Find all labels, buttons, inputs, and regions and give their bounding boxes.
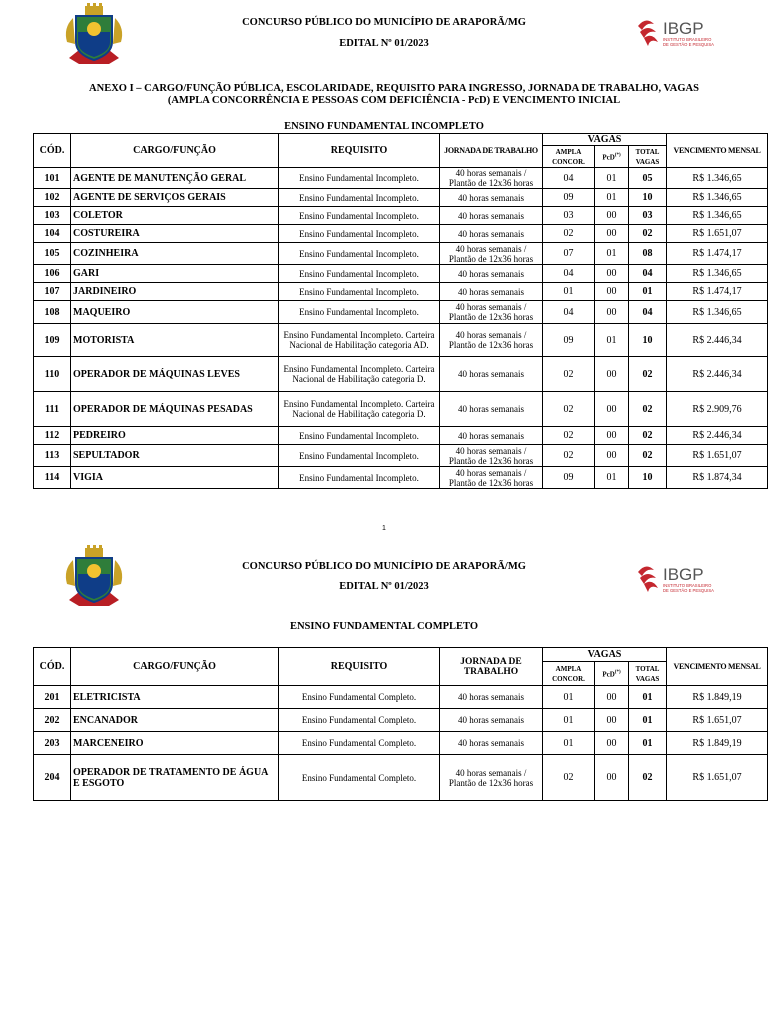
cell-cod: 103: [34, 207, 71, 225]
header-vencimento: VENCIMENTO MENSAL: [667, 648, 768, 686]
cell-pcd: 00: [595, 357, 629, 392]
cell-cod: 113: [34, 445, 71, 467]
svg-text:INSTITUTO BRASILEIRO: INSTITUTO BRASILEIRO: [663, 583, 712, 588]
cell-vencimento: R$ 1.874,34: [667, 467, 768, 489]
cell-cargo: AGENTE DE MANUTENÇÃO GERAL: [71, 168, 279, 189]
cell-jornada: 40 horas semanais / Plantão de 12x36 horas: [440, 445, 543, 467]
cell-requisito: Ensino Fundamental Completo.: [279, 686, 440, 709]
cell-total: 05: [629, 168, 667, 189]
cell-vencimento: R$ 2.446,34: [667, 357, 768, 392]
cell-pcd: 00: [595, 755, 629, 801]
cell-cod: 101: [34, 168, 71, 189]
table-row: [34, 168, 768, 189]
cell-cargo: COZINHEIRA: [71, 243, 279, 265]
cell-ampla: 01: [543, 732, 595, 755]
table-row: [34, 427, 768, 445]
vacancies-table-completo: [33, 647, 768, 801]
cell-requisito: Ensino Fundamental Incompleto.: [279, 283, 440, 301]
cell-cod: 112: [34, 427, 71, 445]
page-number: 1: [382, 525, 386, 532]
cell-requisito: Ensino Fundamental Incompleto.: [279, 427, 440, 445]
document-title: CONCURSO PÚBLICO DO MUNICÍPIO DE ARAPORÃ/MG: [242, 17, 526, 28]
cell-total: 01: [629, 283, 667, 301]
cell-vencimento: R$ 1.346,65: [667, 189, 768, 207]
edital-number: EDITAL Nº 01/2023: [339, 581, 429, 592]
cell-cargo: GARI: [71, 265, 279, 283]
cell-vencimento: R$ 1.849,19: [667, 686, 768, 709]
cell-vencimento: R$ 1.651,07: [667, 445, 768, 467]
cell-requisito: Ensino Fundamental Incompleto.: [279, 467, 440, 489]
cell-jornada: 40 horas semanais: [440, 709, 543, 732]
cell-vencimento: R$ 1.651,07: [667, 225, 768, 243]
cell-requisito: Ensino Fundamental Incompleto. Carteira Nacional de Habilitação categoria AD.: [279, 324, 440, 357]
cell-cargo: MARCENEIRO: [71, 732, 279, 755]
cell-cargo: JARDINEIRO: [71, 283, 279, 301]
cell-total: 10: [629, 189, 667, 207]
svg-text:DE GESTÃO E PESQUISA: DE GESTÃO E PESQUISA: [663, 588, 714, 593]
cell-total: 01: [629, 709, 667, 732]
cell-requisito: Ensino Fundamental Incompleto. Carteira Nacional de Habilitação categoria D.: [279, 392, 440, 427]
cell-requisito: Ensino Fundamental Incompleto.: [279, 225, 440, 243]
cell-requisito: Ensino Fundamental Completo.: [279, 709, 440, 732]
header-jornada: JORNADA DE TRABALHO: [440, 134, 543, 168]
cell-cod: 106: [34, 265, 71, 283]
cell-pcd: 00: [595, 427, 629, 445]
cell-jornada: 40 horas semanais: [440, 686, 543, 709]
header-pcd-note: (*): [614, 669, 621, 675]
cell-pcd: 00: [595, 686, 629, 709]
cell-pcd: 00: [595, 709, 629, 732]
table-row: [34, 225, 768, 243]
cell-cod: 102: [34, 189, 71, 207]
cell-pcd: 01: [595, 189, 629, 207]
cell-vencimento: R$ 1.651,07: [667, 755, 768, 801]
table-row: [34, 265, 768, 283]
table-row: [34, 324, 768, 357]
cell-cod: 110: [34, 357, 71, 392]
header-pcd: [595, 662, 629, 686]
section-title-fundamental-incompleto: ENSINO FUNDAMENTAL INCOMPLETO: [284, 121, 484, 132]
cell-jornada: 40 horas semanais / Plantão de 12x36 horas: [440, 324, 543, 357]
cell-requisito: Ensino Fundamental Incompleto.: [279, 168, 440, 189]
svg-text:IBGP: IBGP: [663, 19, 704, 38]
cell-requisito: Ensino Fundamental Completo.: [279, 755, 440, 801]
table-row: [34, 207, 768, 225]
header-ampla: AMPLA CONCOR.: [543, 146, 595, 168]
table-row: [34, 357, 768, 392]
cell-ampla: 01: [543, 283, 595, 301]
cell-cargo: ENCANADOR: [71, 709, 279, 732]
cell-total: 02: [629, 427, 667, 445]
cell-vencimento: R$ 2.446,34: [667, 324, 768, 357]
table-row: [34, 467, 768, 489]
cell-total: 02: [629, 445, 667, 467]
cell-cargo: MOTORISTA: [71, 324, 279, 357]
header-ampla: AMPLA CONCOR.: [543, 662, 595, 686]
document-page-2: [0, 520, 768, 1024]
cell-cargo: AGENTE DE SERVIÇOS GERAIS: [71, 189, 279, 207]
header-vagas: VAGAS: [543, 134, 667, 146]
header-pcd-label: PcD: [602, 153, 615, 162]
cell-cargo: COSTUREIRA: [71, 225, 279, 243]
cell-ampla: 09: [543, 189, 595, 207]
table-row: [34, 709, 768, 732]
header-total: TOTAL VAGAS: [629, 662, 667, 686]
header-requisito: REQUISITO: [279, 134, 440, 168]
cell-cod: 104: [34, 225, 71, 243]
cell-pcd: 00: [595, 301, 629, 324]
cell-jornada: 40 horas semanais: [440, 207, 543, 225]
cell-total: 10: [629, 324, 667, 357]
cell-cod: 111: [34, 392, 71, 427]
cell-requisito: Ensino Fundamental Incompleto.: [279, 265, 440, 283]
cell-jornada: 40 horas semanais / Plantão de 12x36 horas: [440, 301, 543, 324]
cell-ampla: 01: [543, 686, 595, 709]
header-pcd-note: (*): [614, 152, 621, 158]
cell-pcd: 00: [595, 207, 629, 225]
header-cod: CÓD.: [34, 648, 71, 686]
coat-of-arms-logo: [63, 544, 125, 614]
cell-vencimento: R$ 1.346,65: [667, 168, 768, 189]
annex-heading-line1: ANEXO I – CARGO/FUNÇÃO PÚBLICA, ESCOLARIDADE, REQUISITO PARA INGRESSO, JORNADA DE TRABALHO, VAGAS: [89, 83, 699, 94]
cell-total: 02: [629, 225, 667, 243]
cell-pcd: 00: [595, 732, 629, 755]
cell-total: 02: [629, 357, 667, 392]
cell-pcd: 01: [595, 243, 629, 265]
cell-cargo: MAQUEIRO: [71, 301, 279, 324]
cell-requisito: Ensino Fundamental Incompleto.: [279, 207, 440, 225]
cell-vencimento: R$ 1.474,17: [667, 243, 768, 265]
header-total: TOTAL VAGAS: [629, 146, 667, 168]
table-row: [34, 732, 768, 755]
header-pcd: [595, 146, 629, 168]
cell-ampla: 02: [543, 445, 595, 467]
header-cargo: CARGO/FUNÇÃO: [71, 134, 279, 168]
svg-text:INSTITUTO BRASILEIRO: INSTITUTO BRASILEIRO: [663, 37, 712, 42]
cell-jornada: 40 horas semanais: [440, 392, 543, 427]
edital-number: EDITAL Nº 01/2023: [339, 38, 429, 49]
header-pcd-label: PcD: [602, 670, 615, 679]
cell-cod: 201: [34, 686, 71, 709]
cell-vencimento: R$ 2.446,34: [667, 427, 768, 445]
annex-heading-line2: (AMPLA CONCORRÊNCIA E PESSOAS COM DEFICIÊNCIA - PcD) E VENCIMENTO INICIAL: [167, 95, 621, 106]
cell-total: 03: [629, 207, 667, 225]
cell-ampla: 02: [543, 225, 595, 243]
cell-ampla: 02: [543, 392, 595, 427]
header-cargo: CARGO/FUNÇÃO: [71, 648, 279, 686]
cell-jornada: 40 horas semanais / Plantão de 12x36 horas: [440, 243, 543, 265]
cell-vencimento: R$ 2.909,76: [667, 392, 768, 427]
cell-requisito: Ensino Fundamental Incompleto.: [279, 301, 440, 324]
cell-cod: 109: [34, 324, 71, 357]
cell-requisito: Ensino Fundamental Incompleto.: [279, 445, 440, 467]
cell-ampla: 04: [543, 301, 595, 324]
cell-ampla: 01: [543, 709, 595, 732]
cell-vencimento: R$ 1.346,65: [667, 207, 768, 225]
header-jornada: JORNADA DE TRABALHO: [440, 648, 543, 686]
cell-cod: 203: [34, 732, 71, 755]
cell-pcd: 01: [595, 168, 629, 189]
cell-cod: 105: [34, 243, 71, 265]
cell-vencimento: R$ 1.346,65: [667, 265, 768, 283]
cell-ampla: 09: [543, 324, 595, 357]
cell-total: 04: [629, 265, 667, 283]
cell-total: 02: [629, 755, 667, 801]
cell-total: 04: [629, 301, 667, 324]
cell-cargo: OPERADOR DE MÁQUINAS PESADAS: [71, 392, 279, 427]
cell-requisito: Ensino Fundamental Incompleto.: [279, 189, 440, 207]
cell-vencimento: R$ 1.651,07: [667, 709, 768, 732]
cell-total: 08: [629, 243, 667, 265]
cell-jornada: 40 horas semanais: [440, 357, 543, 392]
cell-total: 01: [629, 686, 667, 709]
cell-cod: 114: [34, 467, 71, 489]
table-row: [34, 243, 768, 265]
ibgp-logo: [636, 560, 716, 600]
header-vagas: VAGAS: [543, 648, 667, 662]
cell-requisito: Ensino Fundamental Incompleto.: [279, 243, 440, 265]
cell-pcd: 00: [595, 283, 629, 301]
coat-of-arms-logo: [63, 2, 125, 72]
cell-cargo: OPERADOR DE TRATAMENTO DE ÁGUA E ESGOTO: [71, 755, 279, 801]
cell-cod: 204: [34, 755, 71, 801]
table-row: [34, 301, 768, 324]
cell-jornada: 40 horas semanais: [440, 265, 543, 283]
table-row: [34, 755, 768, 801]
cell-jornada: 40 horas semanais: [440, 283, 543, 301]
cell-cargo: PEDREIRO: [71, 427, 279, 445]
table-row: [34, 283, 768, 301]
cell-jornada: 40 horas semanais / Plantão de 12x36 horas: [440, 168, 543, 189]
cell-pcd: 01: [595, 324, 629, 357]
cell-requisito: Ensino Fundamental Completo.: [279, 732, 440, 755]
section-title-fundamental-completo: ENSINO FUNDAMENTAL COMPLETO: [289, 621, 479, 632]
cell-jornada: 40 horas semanais: [440, 732, 543, 755]
cell-pcd: 00: [595, 445, 629, 467]
cell-ampla: 03: [543, 207, 595, 225]
cell-cargo: OPERADOR DE MÁQUINAS LEVES: [71, 357, 279, 392]
ibgp-logo: [636, 14, 716, 54]
svg-text:IBGP: IBGP: [663, 565, 704, 584]
cell-vencimento: R$ 1.849,19: [667, 732, 768, 755]
table-row: [34, 189, 768, 207]
cell-vencimento: R$ 1.474,17: [667, 283, 768, 301]
cell-ampla: 02: [543, 357, 595, 392]
table-row: [34, 445, 768, 467]
cell-pcd: 00: [595, 225, 629, 243]
cell-pcd: 01: [595, 467, 629, 489]
cell-total: 02: [629, 392, 667, 427]
table-row: [34, 392, 768, 427]
cell-vencimento: R$ 1.346,65: [667, 301, 768, 324]
cell-jornada: 40 horas semanais / Plantão de 12x36 horas: [440, 467, 543, 489]
header-requisito: REQUISITO: [279, 648, 440, 686]
cell-cod: 108: [34, 301, 71, 324]
cell-ampla: 07: [543, 243, 595, 265]
cell-total: 10: [629, 467, 667, 489]
cell-requisito: Ensino Fundamental Incompleto. Carteira Nacional de Habilitação categoria D.: [279, 357, 440, 392]
cell-ampla: 09: [543, 467, 595, 489]
cell-cargo: VIGIA: [71, 467, 279, 489]
cell-jornada: 40 horas semanais: [440, 189, 543, 207]
cell-cod: 107: [34, 283, 71, 301]
cell-ampla: 02: [543, 427, 595, 445]
header-cod: CÓD.: [34, 134, 71, 168]
document-title: CONCURSO PÚBLICO DO MUNICÍPIO DE ARAPORÃ/MG: [242, 561, 526, 572]
cell-jornada: 40 horas semanais: [440, 225, 543, 243]
cell-jornada: 40 horas semanais / Plantão de 12x36 horas: [440, 755, 543, 801]
cell-ampla: 04: [543, 265, 595, 283]
annex-heading: [40, 83, 748, 107]
cell-cargo: COLETOR: [71, 207, 279, 225]
cell-ampla: 04: [543, 168, 595, 189]
cell-pcd: 00: [595, 265, 629, 283]
header-vencimento: VENCIMENTO MENSAL: [667, 134, 768, 168]
table-row: [34, 686, 768, 709]
cell-total: 01: [629, 732, 667, 755]
svg-text:DE GESTÃO E PESQUISA: DE GESTÃO E PESQUISA: [663, 42, 714, 47]
cell-cargo: SEPULTADOR: [71, 445, 279, 467]
cell-cargo: ELETRICISTA: [71, 686, 279, 709]
cell-ampla: 02: [543, 755, 595, 801]
vacancies-table-incompleto: [33, 133, 768, 489]
cell-pcd: 00: [595, 392, 629, 427]
cell-cod: 202: [34, 709, 71, 732]
cell-jornada: 40 horas semanais: [440, 427, 543, 445]
